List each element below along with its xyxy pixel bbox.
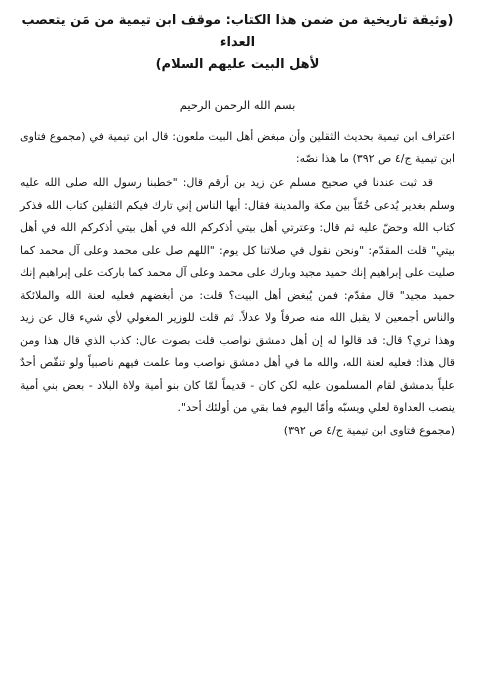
source-citation: (مجموع فتاوى ابن تيمية ج/٤ ص ٣٩٢) [283,423,455,437]
title-line-1: (وثيقة تاريخية من ضمن هذا الكتاب: موقف ابن تيمية من مَن يتعصب العداء [21,13,454,50]
basmala: بسم الله الرحمن الرحيم [179,98,296,112]
title-line-2: لأهل البيت عليهم السلام) [155,57,320,72]
document-title [20,10,455,76]
intro-paragraph: اعتراف ابن تيمية بحديث الثقلين وأن مبغض أهل البيت ملعون: قال ابن تيمية في (مجموع فتاوى ابن تيمية ج/٤ ص ٣٩٢) ما هذا نصّه: [20,130,455,165]
quoted-text: قد ثبت عندنا في صحيح مسلم عن زيد بن أرقم قال: "خطبنا رسول الله صلى الله عليه وسلم بغدير يُدعى خُمّاً بين مكة والمدينة فقال: أيها الناس إني تارك فيكم الثقلين كتاب الله فذكر كتاب الله وحضّ عليه ثم قال: وعترتي أهل بيتي أذكركم الله في أهل بيتي أذكركم الله في أهل بيتي" قلت المقدّم: "ونحن نقول في صلاتنا كل يوم: "اللهم صل على محمد وعلى آل محمد كما صليت على إبراهيم إنك حميد مجيد وبارك على محمد وعلى آل محمد كما باركت على إبراهيم إنك حميد مجيد" قال مقدّم: فمن يُبغض أهل البيت؟ قلت: من أبغضهم فعليه لعنة الله والملائكة والناس أجمعين لا يقبل الله منه صرفاً ولا عدلاً. ثم قلت للوزير المغولي لأي شيء قال عن زيد وهذا تري؟ قال: قد قالوا له إن أهل دمشق نواصب قلت بصوت عال: كذب الذي قال هذا ومن قال هذا: فعليه لعنة الله، والله ما في أهل دمشق نواصب وما علمت فيهم ناصبياً ولو تنقّص أحدٌ علياً بدمشق لقام المسلمون عليه لكن كان - قديماً لمّا كان بنو أمية ولاة البلاد - بعض بني أمية ينصب العداوة لعلي ويسبّه وأمّا اليوم فما بقي من أولئك أحد". [20,176,455,414]
quoted-text-block [20,172,455,420]
